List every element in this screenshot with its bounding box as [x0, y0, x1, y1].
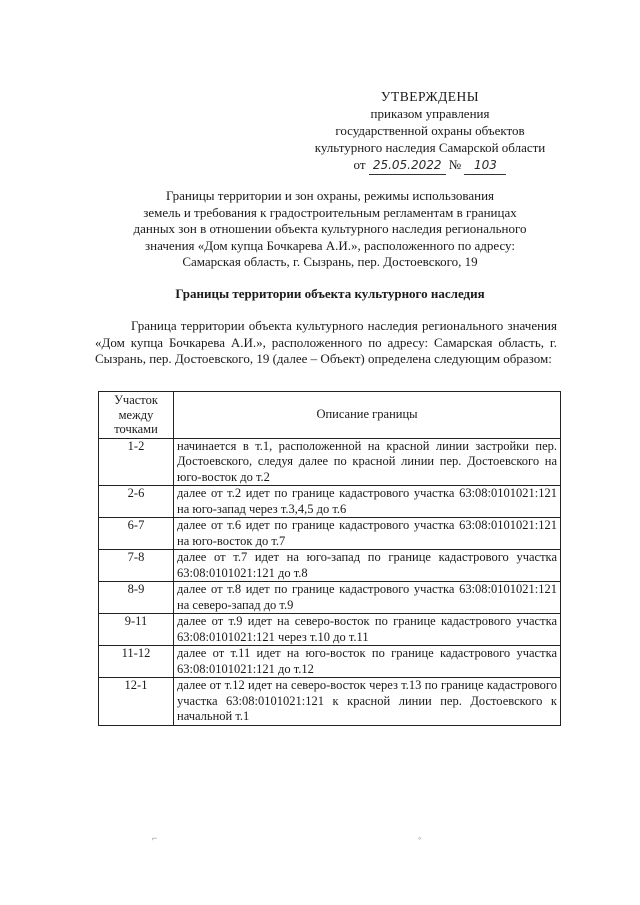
handwritten-number: 103 — [464, 157, 506, 175]
description-cell: далее от т.8 идет по границе кадастрового участка 63:08:0101021:121 на северо-запад до т.9 — [174, 582, 561, 614]
handwritten-date: 25.05.2022 — [369, 157, 446, 175]
approval-line-3: культурного наследия Самарской области — [314, 140, 546, 155]
header-segment — [99, 392, 174, 439]
table-row — [99, 438, 561, 486]
title-line-3: данных зон в отношении объекта культурного наследия регионального — [133, 221, 527, 236]
description-cell: далее от т.7 идет на юго-запад по границе кадастрового участка 63:08:0101021:121 до т.8 — [174, 550, 561, 582]
segment-cell: 1-2 — [99, 438, 174, 486]
description-cell: далее от т.6 идет по границе кадастрового участка 63:08:0101021:121 на юго-восток до т.7 — [174, 518, 561, 550]
title-line-4: значения «Дом купца Бочкарева А.И.», расположенного по адресу: — [144, 237, 515, 253]
description-cell: далее от т.11 идет на юго-восток по границе кадастрового участка 63:08:0101021:121 до т.12 — [174, 646, 561, 678]
table-row — [99, 550, 561, 582]
segment-cell: 7-8 — [99, 550, 174, 582]
table-row — [99, 678, 561, 726]
header-description: Описание границы — [174, 392, 561, 439]
title-line-1: Границы территории и зон охраны, режимы использования — [165, 188, 495, 203]
table-row — [99, 486, 561, 518]
approval-line-2: государственной охраны объектов — [335, 123, 525, 138]
description-cell: начинается в т.1, расположенной на красной линии застройки пер. Достоевского, следуя далее по красной линии пер. Достоевского на юго-восток до т.2 — [174, 438, 561, 486]
document-title — [80, 188, 580, 271]
title-line-5: Самарская область, г. Сызрань, пер. Достоевского, 19 — [182, 254, 478, 269]
from-label: от — [353, 157, 366, 172]
section-title: Границы территории объекта культурного наследия — [175, 286, 485, 301]
segment-cell: 6-7 — [99, 518, 174, 550]
scan-mark-left: ⌐ — [152, 833, 158, 843]
table-row — [99, 518, 561, 550]
table-header-row — [99, 392, 561, 439]
number-label: № — [448, 157, 462, 172]
approval-block — [300, 88, 560, 175]
segment-cell: 8-9 — [99, 582, 174, 614]
table-row — [99, 614, 561, 646]
boundary-table — [98, 391, 561, 726]
approval-date-number-line — [300, 156, 560, 175]
segment-cell: 9-11 — [99, 614, 174, 646]
approval-line-1: приказом управления — [370, 106, 490, 121]
header-segment-line-2: между — [118, 407, 154, 422]
table-row — [99, 582, 561, 614]
description-cell: далее от т.12 идет на северо-восток через т.13 по границе кадастрового участка 63:08:0101021:121 к красной линии пер. Достоевского к начальной т.1 — [174, 678, 561, 726]
segment-cell: 11-12 — [99, 646, 174, 678]
intro-paragraph: Граница территории объекта культурного наследия регионального значения «Дом купца Бочкарева А.И.», расположенного по адресу: Самарская область, г. Сызрань, пер. Достоевского, 19 (далее – Объект) определена следующим образом: — [95, 318, 557, 366]
description-cell: далее от т.9 идет на северо-восток по границе кадастрового участка 63:08:0101021:121 через т.10 до т.11 — [174, 614, 561, 646]
header-segment-line-3: точками — [114, 422, 158, 436]
segment-cell: 12-1 — [99, 678, 174, 726]
scan-mark-right: ◦ — [418, 833, 422, 843]
header-segment-line-1: Участок — [114, 393, 158, 407]
segment-cell: 2-6 — [99, 486, 174, 518]
description-cell: далее от т.2 идет по границе кадастрового участка 63:08:0101021:121 на юго-запад через т.3,4,5 до т.6 — [174, 486, 561, 518]
title-line-2: земель и требования к градостроительным регламентам в границах — [143, 204, 517, 220]
table-row — [99, 646, 561, 678]
approval-heading: УТВЕРЖДЕНЫ — [380, 89, 480, 104]
